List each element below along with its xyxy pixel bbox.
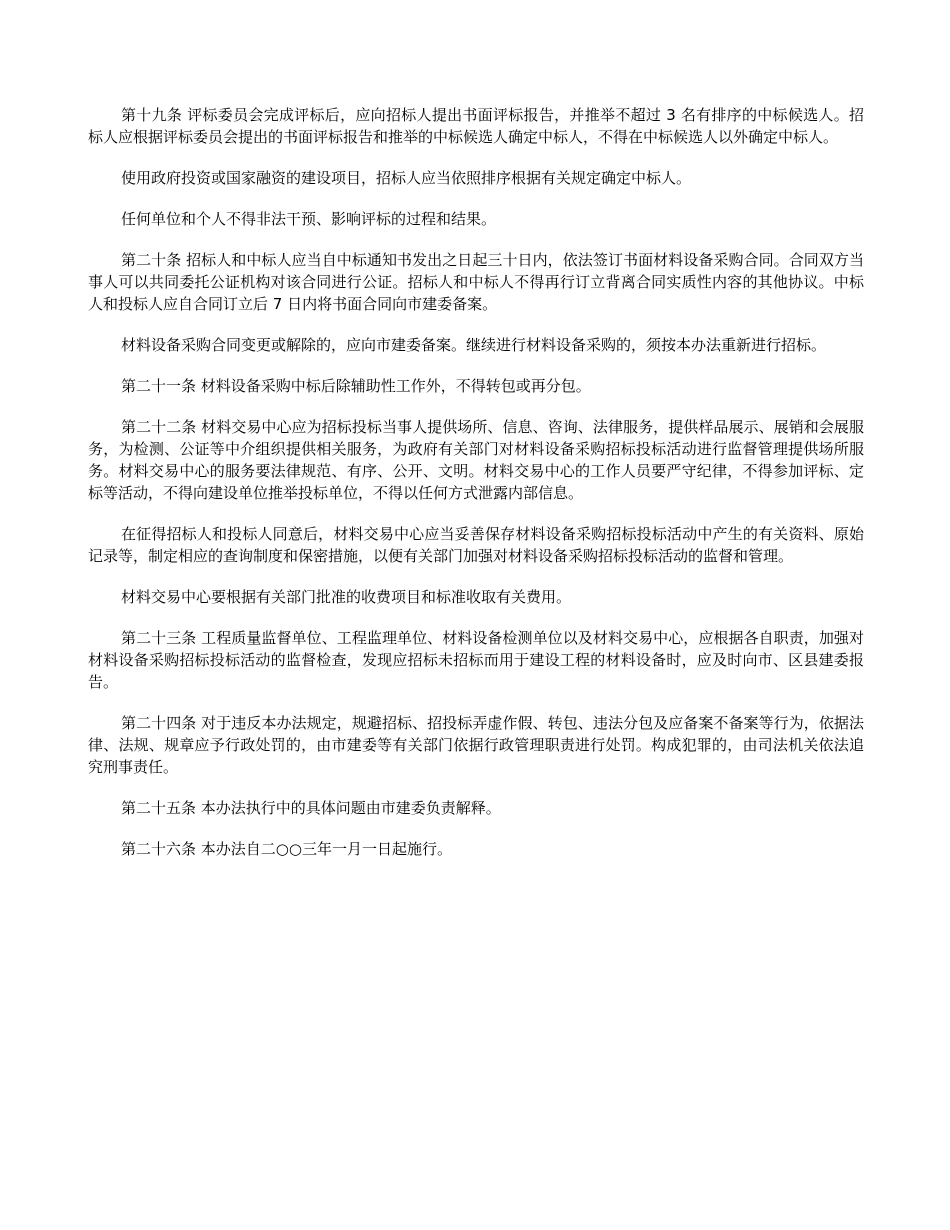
government-investment-paragraph: 使用政府投资或国家融资的建设项目，招标人应当依照排序根据有关规定确定中标人。 — [121, 169, 692, 187]
article-23-paragraph: 第二十三条 工程质量监督单位、工程监理单位、材料设备检测单位以及材料交易中心，应根据各自职责，加强对材料设备采购招标投标活动的监督检查，发现应招标未招标而用于建设工程的材料设备时，应及时向市、区县建委报告。 — [88, 629, 864, 691]
article-26-paragraph: 第二十六条 本办法自二○○三年一月一日起施行。 — [121, 840, 452, 858]
article-24-paragraph: 第二十四条 对于违反本办法规定，规避招标、招投标弄虚作假、转包、违法分包及应备案不备案等行为，依据法律、法规、规章应予行政处罚的，由市建委等有关部门依据行政管理职责进行处罚。构成犯罪的，由司法机关依法追究刑事责任。 — [88, 714, 864, 776]
article-19-paragraph: 第十九条 评标委员会完成评标后，应向招标人提出书面评标报告，并推举不超过 3 名有排序的中标候选人。招标人应根据评标委员会提出的书面评标报告和推举的中标候选人确定中标人，不得在中标候选人以外确定中标人。 — [88, 106, 864, 146]
no-interference-paragraph: 任何单位和个人不得非法干预、影响评标的过程和结果。 — [121, 210, 497, 228]
article-22-paragraph: 第二十二条 材料交易中心应为招标投标当事人提供场所、信息、咨询、法律服务，提供样品展示、展销和会展服务，为检测、公证等中介组织提供相关服务，为政府有关部门对材料设备采购招标投标活动进行监督管理提供场所服务。材料交易中心的服务要法律规范、有序、公开、文明。材料交易中心的工作人员要严守纪律，不得参加评标、定标等活动，不得向建设单位推举投标单位，不得以任何方式泄露内部信息。 — [88, 418, 864, 502]
document-page — [88, 104, 864, 879]
contract-change-paragraph: 材料设备采购合同变更或解除的，应向市建委备案。继续进行材料设备采购的，须按本办法重新进行招标。 — [121, 336, 827, 354]
records-keeping-paragraph: 在征得招标人和投标人同意后，材料交易中心应当妥善保存材料设备采购招标投标活动中产生的有关资料、原始记录等，制定相应的查询制度和保密措施，以便有关部门加强对材料设备采购招标投标活动的监督和管理。 — [88, 525, 864, 565]
article-20-paragraph: 第二十条 招标人和中标人应当自中标通知书发出之日起三十日内，依法签订书面材料设备采购合同。合同双方当事人可以共同委托公证机构对该合同进行公证。招标人和中标人不得再行订立背离合同实质性内容的其他协议。中标人和投标人应自合同订立后 7 日内将书面合同向市建委备案。 — [88, 251, 864, 313]
article-25-paragraph: 第二十五条 本办法执行中的具体问题由市建委负责解释。 — [121, 799, 501, 817]
article-21-paragraph: 第二十一条 材料设备采购中标后除辅助性工作外，不得转包或再分包。 — [121, 377, 591, 395]
fees-paragraph: 材料交易中心要根据有关部门批准的收费项目和标准收取有关费用。 — [121, 588, 572, 606]
